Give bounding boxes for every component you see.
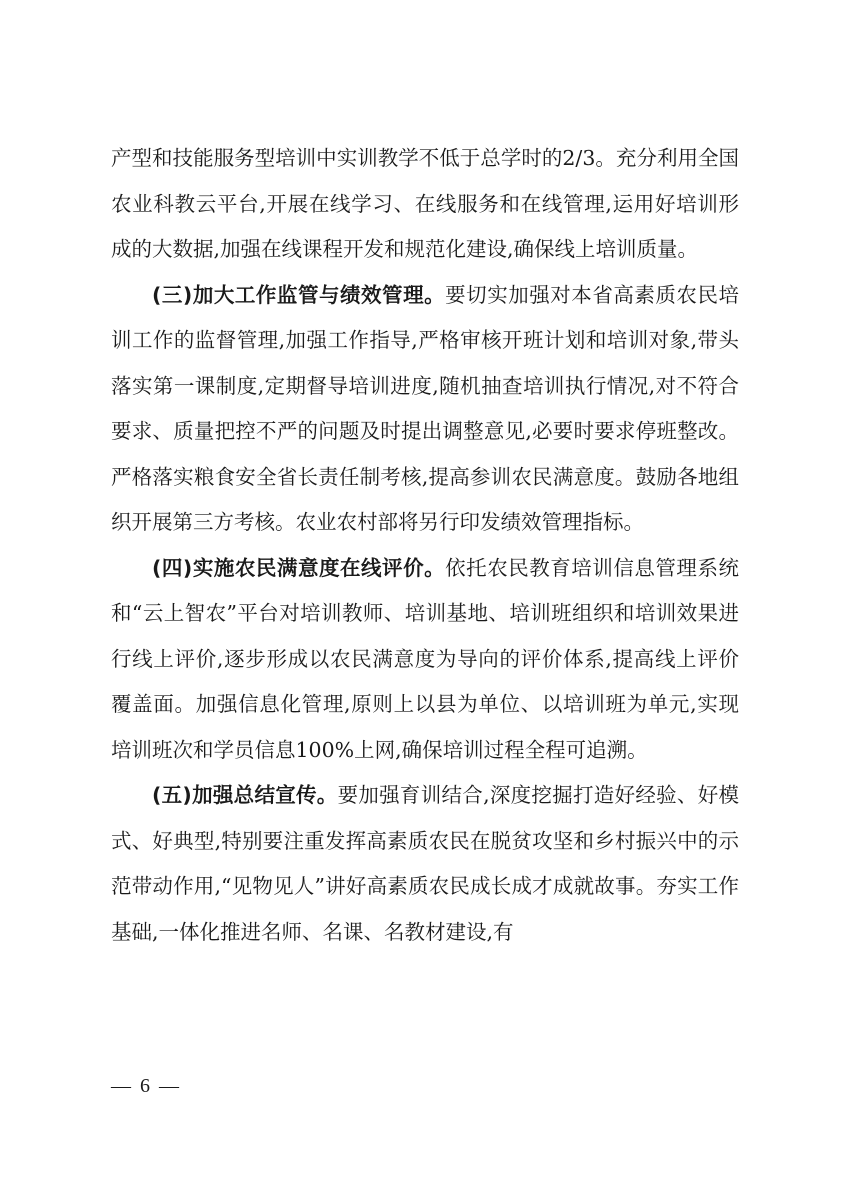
- section-heading: (四)实施农民满意度在线评价。: [152, 555, 446, 580]
- paragraph-text: 要切实加强对本省高素质农民培训工作的监督管理,加强工作指导,严格审核开班计划和培训对象,带头落实第一课制度,定期督导培训进度,随机抽查培训执行情况,对不符合要求、质量把控不严的问题及时提出调整意见,必要时要求停班整改。严格落实粮食安全省长责任制考核,提高参训农民满意度。鼓励各地组织开展第三方考核。农业农村部将另行印发绩效管理指标。: [111, 282, 739, 534]
- page-number: — 6 —: [111, 1075, 181, 1097]
- paragraph-section-5: [111, 773, 739, 955]
- paragraph-text: 产型和技能服务型培训中实训教学不低于总学时的2/3。充分利用全国农业科教云平台,开展在线学习、在线服务和在线管理,运用好培训形成的大数据,加强在线课程开发和规范化建设,确保线上培训质量。: [111, 146, 739, 261]
- section-heading: (五)加强总结宣传。: [152, 783, 338, 807]
- paragraph-text: 要加强育训结合,深度挖掘打造好经验、好模式、好典型,特别要注重发挥高素质农民在脱贫攻坚和乡村振兴中的示范带动作用,“见物见人”讲好高素质农民成长成才成就故事。夯实工作基础,一体化推进名师、名课、名教材建设,有: [111, 783, 739, 944]
- paragraph-section-3: [111, 273, 739, 546]
- paragraph-text: 依托农民教育培训信息管理系统和“云上智农”平台对培训教师、培训基地、培训班组织和培训效果进行线上评价,逐步形成以农民满意度为导向的评价体系,提高线上评价覆盖面。加强信息化管理,原则上以县为单位、以培训班为单元,实现培训班次和学员信息100%上网,确保培训过程全程可追溯。: [111, 555, 739, 762]
- paragraph-section-4: [111, 546, 739, 774]
- section-heading: (三)加大工作监管与绩效管理。: [152, 282, 446, 307]
- paragraph-continuation: [111, 136, 739, 273]
- document-body: [111, 136, 739, 955]
